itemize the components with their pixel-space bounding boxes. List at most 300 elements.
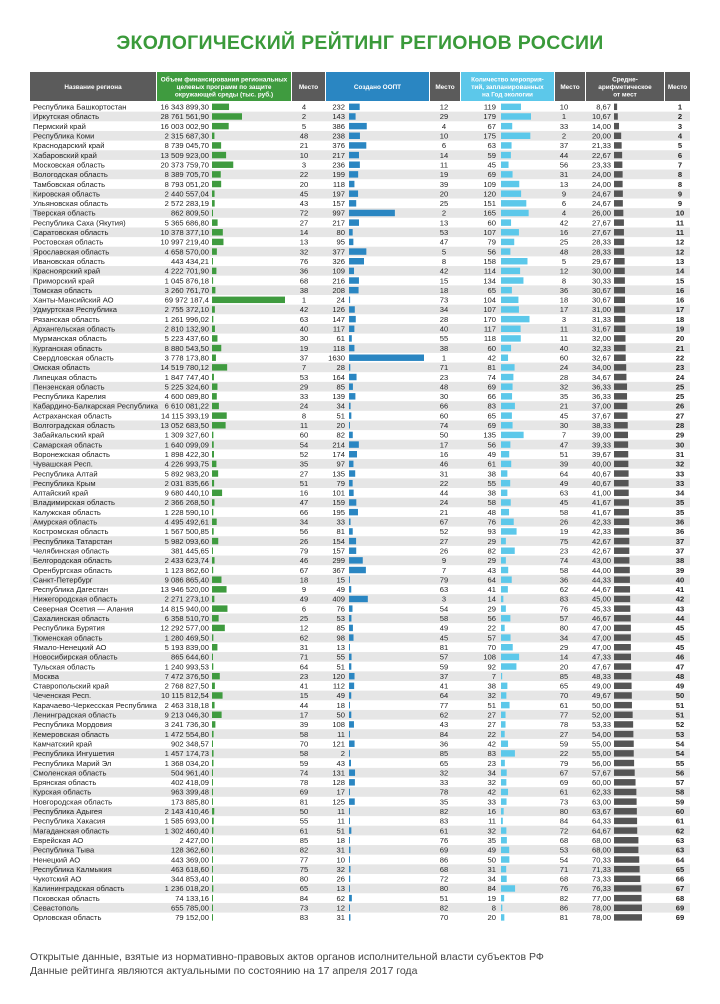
region-name: Курганская область	[33, 343, 103, 353]
oopt-value: 299	[332, 556, 345, 566]
average-value: 71,33	[591, 864, 611, 874]
average-bar	[614, 171, 623, 177]
oopt-value: 208	[332, 285, 345, 295]
region-name: Магаданская область	[33, 826, 110, 836]
final-rank: 12	[675, 247, 685, 257]
funding-value: 69 972 187,4	[164, 295, 209, 305]
region-name: Ульяновская область	[33, 199, 109, 209]
funding-rank: 67	[299, 565, 309, 575]
events-rank: 33	[559, 121, 569, 131]
oopt-rank: 68	[439, 864, 449, 874]
funding-rank: 40	[299, 324, 309, 334]
oopt-rank: 6	[441, 141, 447, 151]
region-name: Московская область	[33, 160, 105, 170]
funding-bar	[212, 316, 213, 322]
events-bar	[501, 538, 506, 544]
funding-value: 655 785,00	[170, 903, 209, 913]
oopt-bar	[349, 673, 355, 679]
events-value: 32	[487, 778, 496, 788]
region-name: Нижегородская область	[33, 594, 118, 604]
final-rank: 61	[675, 816, 685, 826]
header-label-col-average: от мест	[613, 91, 637, 99]
oopt-bar	[349, 576, 350, 582]
oopt-bar	[349, 374, 357, 380]
oopt-bar	[349, 277, 359, 283]
average-bar	[614, 422, 628, 428]
final-rank: 54	[675, 749, 685, 759]
oopt-rank: 55	[439, 334, 449, 344]
region-name: Ростовская область	[33, 237, 104, 247]
oopt-rank: 76	[439, 835, 449, 845]
funding-bar	[212, 229, 223, 235]
events-bar	[501, 750, 515, 756]
events-bar	[501, 605, 506, 611]
events-value: 60	[487, 218, 496, 228]
funding-bar	[212, 760, 213, 766]
average-bar	[614, 576, 630, 582]
oopt-bar	[349, 644, 350, 650]
events-rank: 67	[559, 768, 569, 778]
region-name: Ненецкий АО	[33, 855, 81, 865]
average-bar	[614, 345, 626, 351]
oopt-rank: 63	[439, 585, 449, 595]
oopt-value: 157	[332, 546, 345, 556]
oopt-bar	[349, 683, 354, 689]
funding-rank: 77	[299, 855, 309, 865]
funding-value: 12 292 577,00	[160, 623, 209, 633]
funding-bar	[212, 914, 213, 920]
events-rank: 80	[559, 807, 569, 816]
funding-bar	[212, 133, 214, 139]
oopt-bar	[349, 586, 351, 592]
events-bar	[501, 345, 511, 351]
events-rank: 56	[559, 160, 569, 170]
funding-bar	[212, 548, 213, 554]
average-bar	[614, 490, 629, 496]
oopt-value: 112	[332, 681, 345, 691]
oopt-value: 31	[336, 845, 345, 855]
funding-value: 902 348,57	[170, 739, 209, 749]
region-name: Тюменская область	[33, 633, 103, 643]
events-bar	[501, 229, 519, 235]
events-rank: 23	[559, 546, 569, 556]
region-name: Ханты-Мансийский АО	[33, 295, 114, 305]
funding-bar	[212, 769, 213, 775]
events-bar	[501, 403, 515, 409]
funding-value: 16 003 002,90	[160, 121, 209, 131]
average-bar	[614, 866, 640, 872]
events-value: 118	[483, 334, 496, 344]
oopt-rank: 4	[441, 121, 447, 131]
average-bar	[614, 509, 629, 515]
events-rank: 35	[559, 392, 569, 402]
final-rank: 1	[677, 102, 683, 112]
funding-value: 1 309 327,60	[164, 430, 209, 440]
events-bar	[501, 654, 519, 660]
events-rank: 86	[559, 903, 569, 913]
events-bar	[501, 133, 530, 139]
events-bar	[501, 634, 511, 640]
average-bar	[614, 441, 628, 447]
final-rank: 10	[675, 208, 685, 218]
funding-value: 9 086 865,40	[164, 575, 209, 585]
funding-bar	[212, 683, 215, 689]
funding-value: 1 898 422,30	[164, 449, 209, 459]
average-value: 30,00	[591, 266, 611, 276]
oopt-value: 143	[332, 112, 345, 122]
average-value: 55,00	[591, 739, 611, 749]
funding-value: 2 143 410,46	[164, 807, 209, 816]
oopt-value: 217	[332, 218, 345, 228]
oopt-bar	[349, 741, 355, 747]
average-value: 27,67	[591, 228, 611, 237]
funding-bar	[212, 644, 217, 650]
average-value: 31,33	[591, 314, 611, 324]
average-bar	[614, 451, 628, 457]
funding-rank: 3	[301, 160, 307, 170]
funding-bar	[212, 258, 213, 264]
final-rank: 4	[677, 131, 683, 141]
oopt-rank: 38	[439, 343, 449, 353]
events-value: 7	[491, 671, 496, 681]
funding-bar	[212, 798, 213, 804]
funding-bar	[212, 673, 220, 679]
average-bar	[614, 123, 619, 129]
events-value: 58	[487, 498, 496, 508]
funding-value: 1 567 500,85	[164, 527, 209, 537]
funding-bar	[212, 741, 213, 747]
final-rank: 41	[675, 585, 685, 595]
funding-rank: 66	[299, 507, 309, 517]
oopt-value: 108	[332, 720, 345, 730]
region-name: Алтайский край	[33, 488, 89, 498]
final-rank: 52	[675, 720, 685, 730]
funding-value: 2 440 557,04	[164, 189, 209, 199]
region-name: Амурская область	[33, 517, 98, 527]
events-rank: 68	[559, 835, 569, 845]
oopt-value: 11	[337, 729, 345, 739]
events-value: 67	[487, 121, 496, 131]
average-value: 34,00	[591, 363, 611, 373]
events-value: 43	[487, 565, 496, 575]
events-value: 65	[487, 285, 496, 295]
events-bar	[501, 798, 507, 804]
region-name: Карачаево-Черкесская Республика	[33, 700, 157, 710]
oopt-rank: 19	[439, 170, 449, 180]
final-rank: 69	[675, 913, 685, 923]
events-rank: 72	[559, 826, 569, 836]
region-name: Белгородская область	[33, 556, 112, 566]
region-name: Республика Алтай	[33, 469, 98, 479]
funding-rank: 32	[299, 247, 309, 257]
funding-bar	[212, 586, 227, 592]
final-rank: 16	[675, 285, 685, 295]
events-bar	[501, 335, 521, 341]
events-value: 120	[483, 189, 496, 199]
average-value: 50,00	[591, 700, 611, 710]
funding-value: 2 755 372,10	[164, 305, 209, 315]
average-bar	[614, 779, 636, 785]
events-rank: 85	[559, 671, 569, 681]
oopt-rank: 62	[439, 710, 449, 720]
oopt-value: 53	[336, 614, 345, 623]
final-rank: 63	[675, 835, 685, 845]
oopt-rank: 1	[441, 353, 447, 363]
funding-value: 5 892 983,20	[164, 469, 209, 479]
oopt-bar	[349, 171, 358, 177]
average-value: 73,33	[591, 874, 611, 884]
average-value: 28,33	[591, 247, 611, 257]
funding-rank: 64	[299, 662, 309, 672]
events-bar	[501, 480, 510, 486]
oopt-bar	[349, 200, 356, 206]
average-bar	[614, 721, 633, 727]
oopt-rank: 43	[439, 720, 449, 730]
funding-rank: 15	[299, 691, 309, 701]
funding-rank: 58	[299, 749, 309, 759]
oopt-bar	[349, 383, 353, 389]
events-rank: 21	[559, 401, 569, 411]
events-bar	[501, 615, 510, 621]
region-name: Ярославская область	[33, 247, 110, 257]
funding-value: 1 302 460,40	[164, 826, 209, 836]
average-value: 42,67	[591, 536, 611, 546]
oopt-rank: 13	[439, 218, 449, 228]
events-bar	[501, 412, 512, 418]
events-bar	[501, 374, 513, 380]
average-value: 42,67	[591, 546, 611, 556]
events-bar	[501, 567, 508, 573]
average-value: 22,67	[591, 150, 611, 160]
average-bar	[614, 461, 628, 467]
region-name: Чувашская Респ.	[33, 459, 93, 469]
oopt-value: 11	[337, 807, 345, 816]
oopt-value: 43	[336, 758, 345, 768]
funding-value: 2 366 268,50	[164, 498, 209, 508]
final-rank: 31	[675, 449, 685, 459]
events-rank: 59	[559, 739, 569, 749]
region-name: Чукотский АО	[33, 874, 82, 884]
oopt-value: 386	[332, 121, 345, 131]
events-value: 107	[483, 305, 496, 315]
oopt-bar	[349, 885, 350, 891]
oopt-value: 997	[332, 208, 345, 218]
oopt-bar	[349, 364, 350, 370]
events-bar	[501, 760, 505, 766]
funding-rank: 12	[299, 623, 309, 633]
funding-rank: 62	[299, 633, 309, 643]
oopt-rank: 46	[439, 459, 449, 469]
final-rank: 57	[675, 778, 685, 788]
oopt-rank: 8	[441, 256, 447, 266]
region-name: Севастополь	[33, 903, 79, 913]
events-bar	[501, 741, 508, 747]
funding-value: 2 463 318,18	[164, 700, 209, 710]
region-name: Липецкая область	[33, 372, 97, 382]
final-rank: 43	[675, 604, 685, 614]
events-rank: 25	[559, 237, 569, 247]
funding-bar	[212, 200, 215, 206]
oopt-rank: 30	[439, 392, 449, 402]
events-bar	[501, 856, 509, 862]
final-rank: 68	[675, 893, 685, 903]
events-bar	[501, 519, 514, 525]
oopt-bar	[349, 422, 350, 428]
oopt-bar	[349, 827, 351, 833]
oopt-bar	[349, 760, 351, 766]
final-rank: 56	[675, 768, 685, 778]
oopt-value: 97	[336, 459, 345, 469]
average-bar	[614, 605, 630, 611]
average-value: 8,67	[596, 102, 611, 112]
funding-bar	[212, 461, 216, 467]
oopt-bar	[349, 702, 350, 708]
events-rank: 36	[559, 575, 569, 585]
average-value: 78,00	[591, 903, 611, 913]
region-name: Воронежская область	[33, 449, 110, 459]
oopt-value: 377	[332, 247, 345, 257]
events-rank: 22	[559, 749, 569, 759]
funding-value: 14 815 940,00	[160, 604, 209, 614]
funding-bar	[212, 837, 213, 843]
region-name: Архангельская область	[33, 324, 116, 334]
average-value: 70,33	[591, 855, 611, 865]
events-value: 11	[488, 816, 496, 826]
events-bar	[501, 866, 506, 872]
oopt-rank: 59	[439, 662, 449, 672]
average-bar	[614, 268, 625, 274]
average-bar	[614, 895, 642, 901]
oopt-value: 49	[336, 585, 345, 595]
events-value: 93	[487, 527, 496, 537]
average-bar	[614, 596, 630, 602]
average-bar	[614, 528, 629, 534]
average-bar	[614, 200, 623, 206]
funding-bar	[212, 393, 217, 399]
events-rank: 53	[559, 845, 569, 855]
average-bar	[614, 383, 627, 389]
oopt-bar	[349, 654, 352, 660]
average-bar	[614, 104, 617, 110]
funding-value: 1 368 034,20	[164, 758, 209, 768]
oopt-rank: 44	[439, 488, 449, 498]
region-name: Республика Мордовия	[33, 720, 112, 730]
oopt-rank: 67	[439, 517, 449, 527]
funding-bar	[212, 248, 217, 254]
events-value: 42	[487, 353, 496, 363]
events-rank: 61	[559, 787, 569, 797]
events-bar	[501, 905, 502, 911]
events-value: 179	[483, 112, 496, 122]
final-rank: 24	[675, 372, 685, 382]
funding-rank: 73	[299, 903, 309, 913]
events-value: 60	[487, 343, 496, 353]
events-value: 29	[487, 556, 496, 566]
average-bar	[614, 335, 625, 341]
funding-rank: 36	[299, 266, 309, 276]
final-rank: 20	[675, 334, 685, 344]
events-bar	[501, 297, 518, 303]
oopt-bar	[349, 480, 353, 486]
events-rank: 63	[559, 488, 569, 498]
funding-bar	[212, 519, 217, 525]
oopt-bar	[349, 847, 350, 853]
average-value: 40,67	[591, 478, 611, 488]
funding-rank: 8	[301, 411, 307, 421]
region-name: Республика Марий Эл	[33, 758, 112, 768]
events-value: 61	[487, 459, 496, 469]
average-bar	[614, 837, 638, 843]
events-value: 41	[487, 585, 496, 595]
region-name: Москва	[33, 671, 59, 681]
oopt-bar	[349, 914, 350, 920]
funding-bar	[212, 895, 213, 901]
average-bar	[614, 625, 631, 631]
oopt-bar	[349, 856, 350, 862]
oopt-rank: 41	[439, 681, 449, 691]
average-value: 21,33	[591, 141, 611, 151]
oopt-rank: 34	[439, 305, 449, 315]
region-name: Иркутская область	[33, 112, 100, 122]
events-rank: 73	[559, 797, 569, 807]
oopt-rank: 3	[441, 594, 447, 604]
region-name: Республика Татарстан	[33, 536, 113, 546]
final-rank: 27	[675, 411, 685, 421]
average-bar	[614, 326, 625, 332]
final-rank: 35	[675, 507, 685, 517]
oopt-rank: 26	[439, 546, 449, 556]
funding-rank: 24	[299, 401, 309, 411]
funding-rank: 68	[299, 276, 309, 286]
final-rank: 62	[675, 826, 685, 836]
events-bar	[501, 123, 512, 129]
events-value: 22	[487, 729, 496, 739]
oopt-value: 118	[332, 179, 345, 189]
oopt-value: 32	[336, 864, 345, 874]
oopt-bar	[349, 596, 368, 602]
funding-rank: 81	[299, 797, 309, 807]
oopt-bar	[349, 615, 351, 621]
oopt-bar	[349, 113, 356, 119]
oopt-rank: 66	[439, 401, 449, 411]
average-value: 54,00	[591, 729, 611, 739]
average-bar	[614, 702, 632, 708]
oopt-bar	[349, 499, 356, 505]
oopt-value: 79	[336, 478, 345, 488]
average-value: 45,33	[591, 604, 611, 614]
events-value: 84	[487, 884, 496, 894]
events-rank: 28	[559, 372, 569, 382]
funding-bar	[212, 287, 215, 293]
oopt-value: 76	[336, 604, 345, 614]
events-value: 63	[487, 141, 496, 151]
funding-bar	[212, 239, 223, 245]
oopt-rank: 11	[440, 160, 448, 170]
oopt-rank: 80	[439, 884, 449, 894]
average-bar	[614, 808, 637, 814]
events-value: 22	[487, 623, 496, 633]
funding-bar	[212, 750, 214, 756]
funding-bar	[212, 152, 226, 158]
average-value: 24,00	[591, 170, 611, 180]
oopt-value: 98	[336, 633, 345, 643]
average-value: 78,00	[591, 913, 611, 923]
region-name: Краснодарский край	[33, 141, 105, 151]
oopt-rank: 2	[441, 208, 447, 218]
funding-value: 443 434,21	[170, 256, 209, 266]
oopt-rank: 70	[439, 913, 449, 923]
oopt-bar	[349, 441, 359, 447]
